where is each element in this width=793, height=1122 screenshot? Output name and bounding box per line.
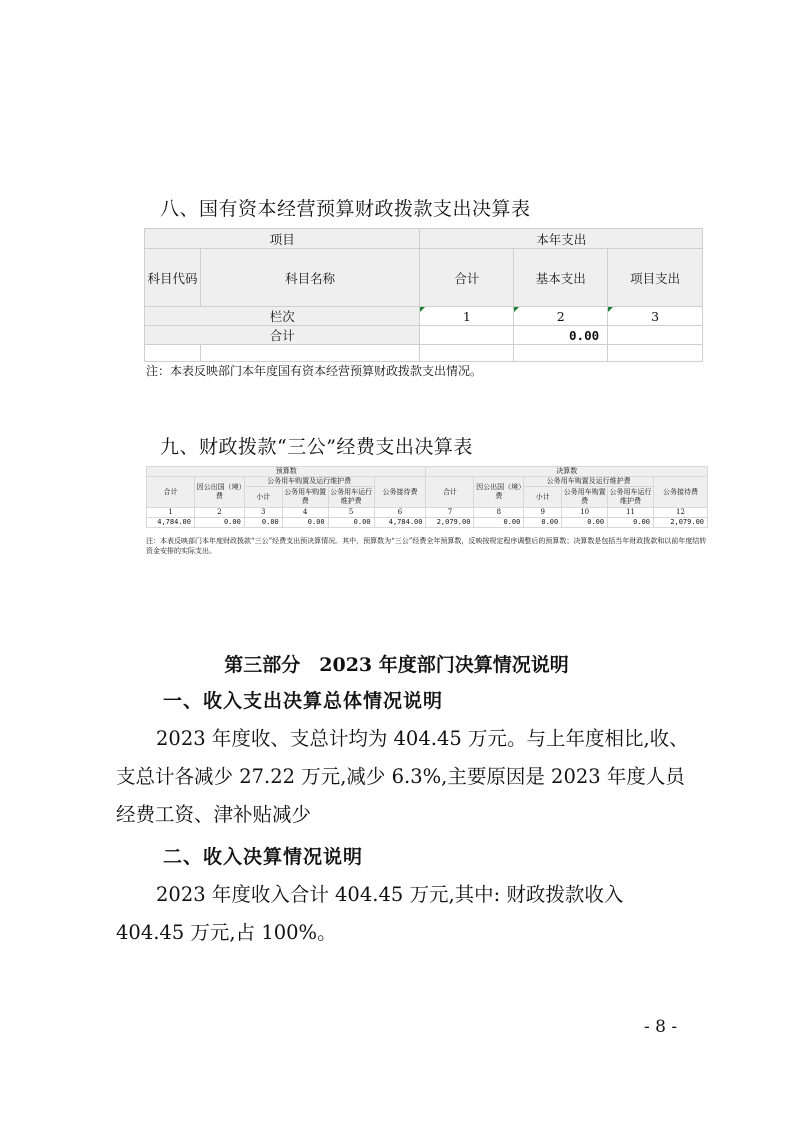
paragraph-income: 2023 年度收入合计 404.45 万元,其中: 财政拨款收入 404.45 万元,占 100%。 (116, 883, 624, 944)
section8-title: 八、国有资本经营预算财政拨款支出决算表 (160, 198, 531, 220)
index-cell: 2 (194, 508, 244, 518)
index-cell: 3 (244, 508, 282, 518)
value-cell: 4,784.00 (374, 518, 426, 528)
value-cell: 2,079.00 (426, 518, 474, 528)
part3-title: 第三部分 2023 年度部门决算情况说明 (224, 654, 569, 676)
col-car-purchase: 公务用车购置费 (562, 487, 608, 508)
index-cell: 11 (608, 508, 654, 518)
col-subtotal: 小计 (244, 487, 282, 508)
empty-cell (200, 345, 420, 362)
index-cell: 8 (474, 508, 524, 518)
col-car-run: 公务用车运行维护费 (328, 487, 374, 508)
index-cell: 7 (426, 508, 474, 518)
state-capital-expense-table (144, 228, 703, 362)
empty-cell (145, 345, 201, 362)
index-cell: 9 (524, 508, 562, 518)
col-reception: 公务接待费 (654, 477, 708, 508)
index-cell: 3 (608, 307, 703, 326)
value-cell: 0.00 (608, 518, 654, 528)
three-public-expense-table (146, 466, 708, 528)
header-project: 项目 (145, 229, 420, 249)
heading-income-expense-overview: 一、收入支出决算总体情况说明 (163, 690, 444, 712)
value-cell: 0.00 (524, 518, 562, 528)
index-cell: 5 (328, 508, 374, 518)
value-cell: 0.00 (282, 518, 328, 528)
header-current-year: 本年支出 (420, 229, 703, 249)
index-cell: 1 (147, 508, 195, 518)
col-total: 合计 (426, 477, 474, 508)
value-cell: 0.00 (328, 518, 374, 528)
index-cell: 12 (654, 508, 708, 518)
col-code: 科目代码 (145, 249, 201, 307)
total-cell (420, 326, 514, 345)
empty-cell (514, 345, 608, 362)
col-abroad: 因公出国（境）费 (194, 477, 244, 508)
heading-income-detail: 二、收入决算情况说明 (163, 846, 364, 868)
col-car-run: 公务用车运行维护费 (608, 487, 654, 508)
section9-note: 注：本表反映部门本年度财政拨款“三公”经费支出预决算情况。其中，预算数为“三公”经费全年预算数，反映按规定程序调整后的预算数；决算数是包括当年财政拨款和以前年度结转资金安排的实际支出。 (146, 537, 707, 555)
page-number: - 8 - (644, 1017, 678, 1037)
empty-cell (608, 345, 703, 362)
value-cell: 4,784.00 (147, 518, 195, 528)
col-name: 科目名称 (200, 249, 420, 307)
value-cell: 0.00 (562, 518, 608, 528)
value-cell: 0.00 (194, 518, 244, 528)
final-header: 决算数 (426, 467, 708, 477)
row-index-label: 栏次 (145, 307, 420, 326)
row-total-label: 合计 (145, 326, 420, 345)
section9-title: 九、财政拨款“三公”经费支出决算表 (160, 436, 473, 458)
index-cell: 1 (420, 307, 514, 326)
col-total: 合计 (147, 477, 195, 508)
total-basic-cell: 0.00 (514, 326, 608, 345)
col-car-group: 公务用车购置及运行维护费 (244, 477, 374, 487)
section8-note: 注：本表反映部门本年度国有资本经营预算财政拨款支出情况。 (146, 364, 483, 378)
value-cell: 2,079.00 (654, 518, 708, 528)
index-cell: 6 (374, 508, 426, 518)
budget-header: 预算数 (147, 467, 426, 477)
index-cell: 4 (282, 508, 328, 518)
index-cell: 10 (562, 508, 608, 518)
col-reception: 公务接待费 (374, 477, 426, 508)
value-cell: 0.00 (474, 518, 524, 528)
value-cell: 0.00 (244, 518, 282, 528)
col-basic: 基本支出 (514, 249, 608, 307)
total-project-cell (608, 326, 703, 345)
paragraph-overview: 2023 年度收、支总计均为 404.45 万元。与上年度相比,收、支总计各减少 27.22 万元,减少 6.3%,主要原因是 2023 年度人员经费工资、津补贴减少 (116, 727, 689, 826)
col-car-purchase: 公务用车购置费 (282, 487, 328, 508)
col-car-group: 公务用车购置及运行维护费 (524, 477, 654, 487)
col-project: 项目支出 (608, 249, 703, 307)
index-cell: 2 (514, 307, 608, 326)
col-abroad: 因公出国（境）费 (474, 477, 524, 508)
empty-cell (420, 345, 514, 362)
col-subtotal: 小计 (524, 487, 562, 508)
col-total: 合计 (420, 249, 514, 307)
